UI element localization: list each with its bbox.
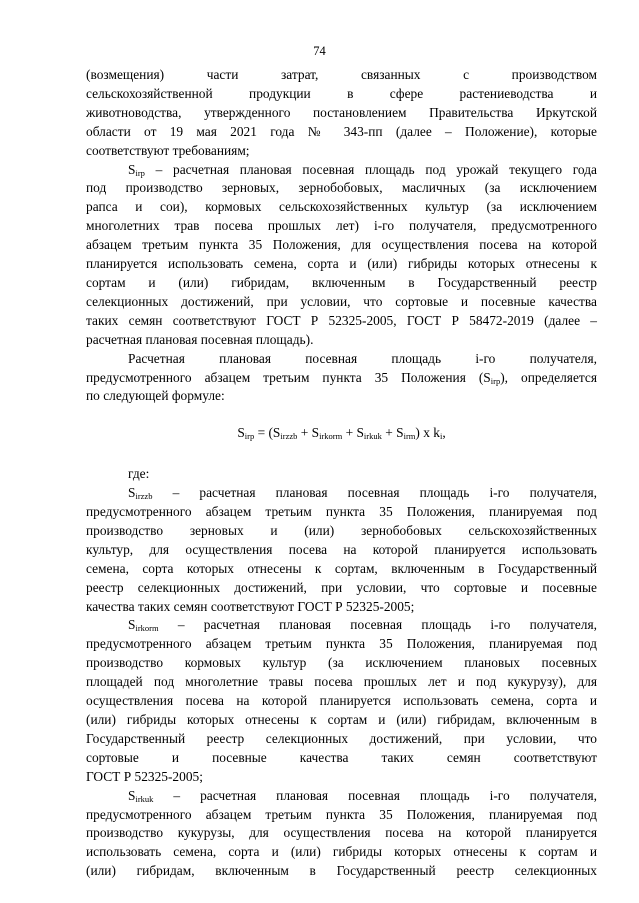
text-line (86, 484, 597, 503)
symbol: S (128, 485, 136, 501)
paragraph-sirzzb-definition (86, 484, 597, 616)
text-line: животноводства, утвержденного постановлением Правительства Иркутской (86, 104, 597, 120)
text-line: сельскохозяйственной продукции в сфере растениеводства и (86, 85, 597, 101)
text-line: планируется использовать семена, сорта и (или) гибриды которых отнесены к (86, 256, 597, 272)
page-number: 74 (313, 44, 326, 58)
text-line: производство кормовых культур (за исключением плановых посевных (86, 655, 597, 671)
text-line: соответствуют требованиям; (86, 142, 250, 158)
text-fragment: ), определяется (500, 369, 598, 385)
formula-subscript: irkorm (319, 431, 343, 442)
text-line: абзацем третьим пункта 35 Положения, для осуществления посева на которой (86, 237, 597, 253)
formula-subscript: irm (403, 431, 416, 442)
text-line (86, 616, 597, 635)
text-line: расчетная плановая посевная площадь). (86, 331, 314, 347)
formula-symbol: S (237, 425, 245, 441)
text-fragment: – расчетная плановая посевная площадь i-го получателя, (153, 787, 597, 803)
formula-subscript: i (439, 431, 443, 442)
symbol: S (128, 617, 136, 633)
text-fragment: предусмотренного абзацем третьим пункта 35 Положения (S (86, 369, 491, 385)
text-line: Государственный реестр селекционных достижений, при условии, что (86, 730, 597, 746)
text-line: (или) гибридам, включенным в Государственный реестр селекционных (86, 863, 597, 879)
text-line: рапса и сои), кормовых сельскохозяйственных культур (за исключением (86, 199, 597, 215)
symbol-subscript: irp (490, 375, 501, 386)
formula (86, 424, 597, 443)
text-line: (или) гибриды которых отнесены к сортам и (или) гибридам, включенным в (86, 712, 597, 727)
text-line: использовать семена, сорта и (или) гибриды которых отнесены к сортам и (86, 844, 597, 860)
text-line: площадей под многолетние травы посева прошлых лет и под кукурузу), для (86, 674, 597, 690)
text-line (86, 787, 597, 806)
text-line (86, 369, 597, 388)
formula-subscript: irkuk (363, 431, 382, 442)
formula-subscript: irzzb (280, 431, 298, 442)
paragraph-continuation (86, 66, 597, 161)
symbol: S (128, 161, 136, 177)
text-fragment: – расчетная плановая посевная площадь под урожай текущего года (144, 161, 597, 177)
formula-text: + S (342, 425, 364, 441)
text-line: по следующей формуле: (86, 388, 225, 404)
symbol-subscript: irp (135, 167, 145, 178)
formula-text: ) x k (415, 425, 440, 441)
symbol: S (128, 787, 136, 803)
text-line (86, 161, 597, 180)
text-line: семена, сорта которых отнесены к сортам, включенным в Государственный (86, 560, 597, 576)
text-line: селекционных достижений, при условии, что сортовые и посевные качества (86, 293, 597, 309)
paragraph-formula-intro (86, 350, 597, 407)
text-line: под производство зерновых, зернобобовых, масличных (за исключением (86, 180, 597, 196)
symbol-subscript: irzzb (135, 491, 153, 502)
formula-subscript: irp (244, 431, 255, 442)
text-line: осуществления посева на которой планируется использовать семена, сорта и (86, 693, 597, 709)
text-line: таких семян соответствуют ГОСТ Р 52325-2005, ГОСТ Р 58472-2019 (далее – (86, 312, 597, 328)
text-line: сортам и (или) гибридам, включенным в Государственный реестр (86, 274, 597, 290)
text-line: производство кукурузы, для осуществления посева на которой планируется (86, 825, 597, 841)
text-fragment: – расчетная плановая посевная площадь i-го получателя, (158, 617, 597, 633)
text-line: области от 19 мая 2021 года № 343-пп (далее – Положение), которые (86, 123, 597, 139)
text-line: производство зерновых и (или) зернобобовых сельскохозяйственных (86, 522, 597, 538)
formula-text: , (442, 425, 446, 441)
where-label: где: (128, 466, 150, 482)
text-line: Расчетная плановая посевная площадь i-го получателя, (128, 350, 597, 366)
symbol-subscript: irkorm (135, 623, 159, 634)
text-line: культур, для осуществления посева на которой планируется использовать (86, 541, 597, 557)
symbol-subscript: irkuk (135, 793, 154, 804)
text-line: ГОСТ Р 52325-2005; (86, 768, 203, 784)
text-line: качества таких семян соответствуют ГОСТ Р 52325-2005; (86, 598, 415, 614)
paragraph-sirkorm-definition (86, 616, 597, 786)
text-line: предусмотренного абзацем третьим пункта 35 Положения, планируемая под (86, 636, 597, 652)
formula-text: = (S (254, 425, 281, 441)
paragraph-sirp-definition (86, 161, 597, 350)
body-text (86, 66, 597, 881)
text-fragment: – расчетная плановая посевная площадь i-го получателя, (152, 485, 597, 501)
paragraph-sirkuk-definition (86, 787, 597, 882)
text-line: предусмотренного абзацем третьим пункта 35 Положения, планируемая под (86, 806, 597, 822)
text-line: многолетних трав посева прошлых лет) i-го получателя, предусмотренного (86, 218, 597, 234)
formula-text: + S (381, 425, 404, 441)
text-line: сортовые и посевные качества таких семян соответствуют (86, 749, 597, 765)
text-line: (возмещения) части затрат, связанных с производством (86, 67, 597, 82)
text-line: реестр селекционных достижений, при условии, что сортовые и посевные (86, 579, 597, 595)
text-line: предусмотренного абзацем третьим пункта 35 Положения, планируемая под (86, 504, 597, 520)
formula-text: + S (297, 425, 320, 441)
